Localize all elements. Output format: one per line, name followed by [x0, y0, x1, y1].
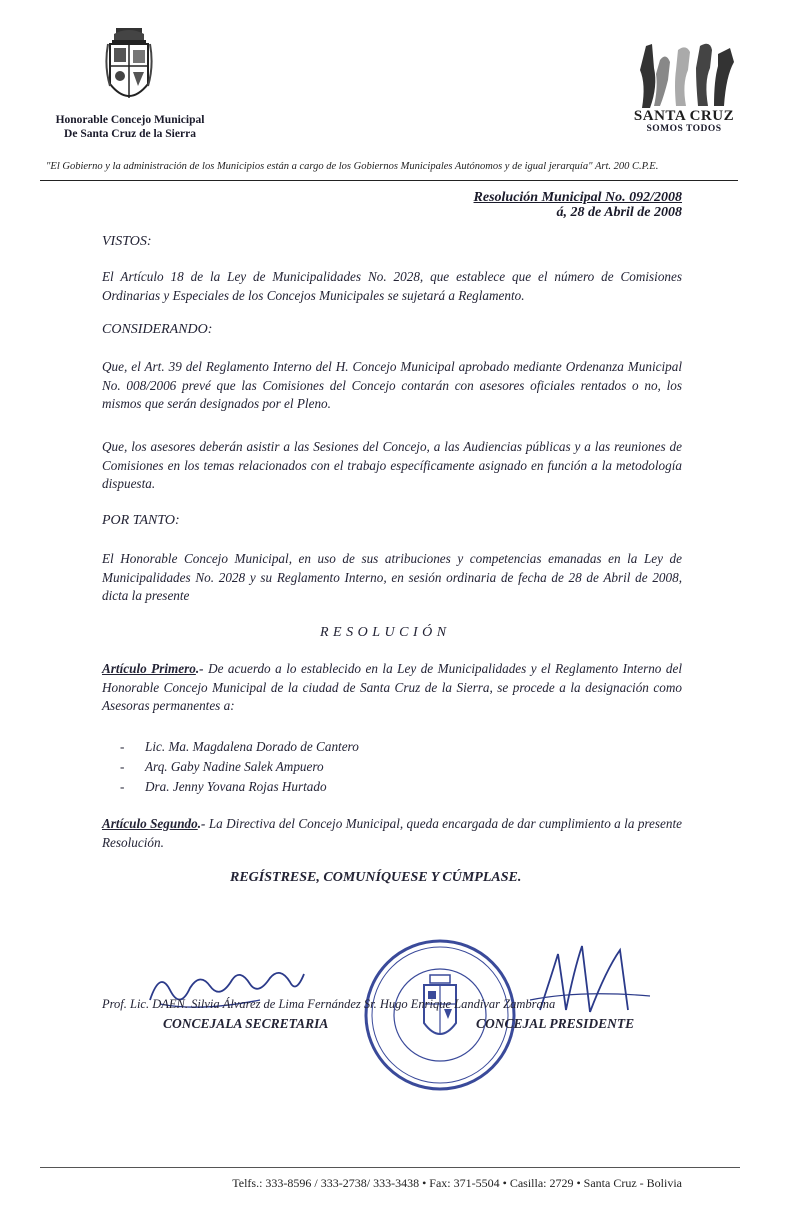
- closing-formula: REGÍSTRESE, COMUNÍQUESE Y CÚMPLASE.: [230, 870, 522, 885]
- resolution-number: Resolución Municipal No. 092/2008: [473, 190, 682, 205]
- asesora-name: Lic. Ma. Magdalena Dorado de Cantero: [145, 739, 359, 754]
- logo-subtitle: SOMOS TODOS: [646, 124, 722, 134]
- articulo-primero-label: Artículo Primero: [102, 661, 196, 676]
- asesoras-list: [120, 737, 520, 797]
- considerando-paragraph-2: Que, los asesores deberán asistir a las Sesiones del Concejo, a las Audiencias públicas y a las reuniones de Comisiones en los temas relacionados con el trabajo específicamente asignado en función a la metodología dispuesta.: [102, 439, 682, 491]
- org-line-2: De Santa Cruz de la Sierra: [64, 128, 196, 140]
- signatory-left-name: Prof. Lic. DAEN. Silvia Álvarez de Lima Fernández: [102, 997, 361, 1011]
- santa-cruz-logo-text: [628, 108, 740, 134]
- signatory-names: [102, 997, 555, 1012]
- articulo-primero: [102, 660, 682, 716]
- articulo-primero-text: De acuerdo a lo establecido en la Ley de Municipalidades y el Reglamento Interno del Honorable Concejo Municipal de la ciudad de Santa Cruz de la Sierra, se procede a la designación como Asesoras permanentes a:: [102, 661, 682, 713]
- articulo-segundo: [102, 815, 682, 852]
- footer-text: Telfs.: 333-8596 / 333-2738/ 333-3438 • Fax: 371-5504 • Casilla: 2729 • Santa Cruz - Bolivia: [232, 1176, 682, 1190]
- por-tanto-paragraph: El Honorable Concejo Municipal, en uso de sus atribuciones y competencias emanadas en la Ley de Municipalidades No. 2028 y su Reglamento Interno, en sesión ordinaria de fecha de 28 de Abril de 2008, dicta la presente: [102, 551, 682, 603]
- signatory-right-name: Sr. Hugo Enrique Landívar Zambrana: [363, 997, 556, 1011]
- list-item: - Lic. Ma. Magdalena Dorado de Cantero: [120, 739, 359, 754]
- org-line-1: Honorable Concejo Municipal: [55, 114, 205, 126]
- asesora-name: Dra. Jenny Yovana Rojas Hurtado: [145, 779, 327, 794]
- official-seal-icon: [362, 937, 518, 1093]
- signatory-right-title: CONCEJAL PRESIDENTE: [476, 1016, 635, 1031]
- resolucion-title: RESOLUCIÓN: [320, 625, 451, 640]
- logo-title: SANTA CRUZ: [633, 108, 735, 124]
- footer-divider: [40, 1167, 740, 1168]
- header-divider: [40, 180, 738, 181]
- constitution-motto: "El Gobierno y la administración de los Municipios están a cargo de los Gobiernos Municipales Autónomos y de igual jerarquía" Art. 200 C.P.E.: [46, 161, 659, 172]
- organization-name: [30, 113, 230, 141]
- articulo-segundo-label: Artículo Segundo: [102, 816, 198, 831]
- municipal-crest-icon: [104, 26, 154, 110]
- list-item: - Arq. Gaby Nadine Salek Ampuero: [120, 759, 324, 774]
- vistos-paragraph: El Artículo 18 de la Ley de Municipalidades No. 2028, que establece que el número de Comisiones Ordinarias y Especiales de los Concejos Municipales se sujetará a Reglamento.: [102, 269, 682, 303]
- articulo-segundo-text: La Directiva del Concejo Municipal, queda encargada de dar cumplimiento a la presente Resolución.: [102, 816, 682, 850]
- considerando-heading: CONSIDERANDO:: [102, 322, 213, 337]
- considerando-paragraph-1: Que, el Art. 39 del Reglamento Interno del H. Concejo Municipal aprobado mediante Ordenanza Municipal No. 008/2006 prevé que las Comisiones del Concejo contarán con asesores oficiales rentados o no, los mismos que serán designados por el Pleno.: [102, 359, 682, 411]
- signatory-left-title: CONCEJALA SECRETARIA: [163, 1016, 329, 1031]
- resolution-date: á, 28 de Abril de 2008: [556, 205, 682, 220]
- asesora-name: Arq. Gaby Nadine Salek Ampuero: [145, 759, 324, 774]
- articulo-primero-dash: .-: [195, 661, 204, 676]
- list-item: - Dra. Jenny Yovana Rojas Hurtado: [120, 779, 327, 794]
- footer-contact: [40, 1176, 740, 1191]
- articulo-segundo-dash: .-: [197, 816, 206, 831]
- por-tanto-heading: POR TANTO:: [102, 513, 180, 528]
- vistos-heading: VISTOS:: [102, 234, 152, 249]
